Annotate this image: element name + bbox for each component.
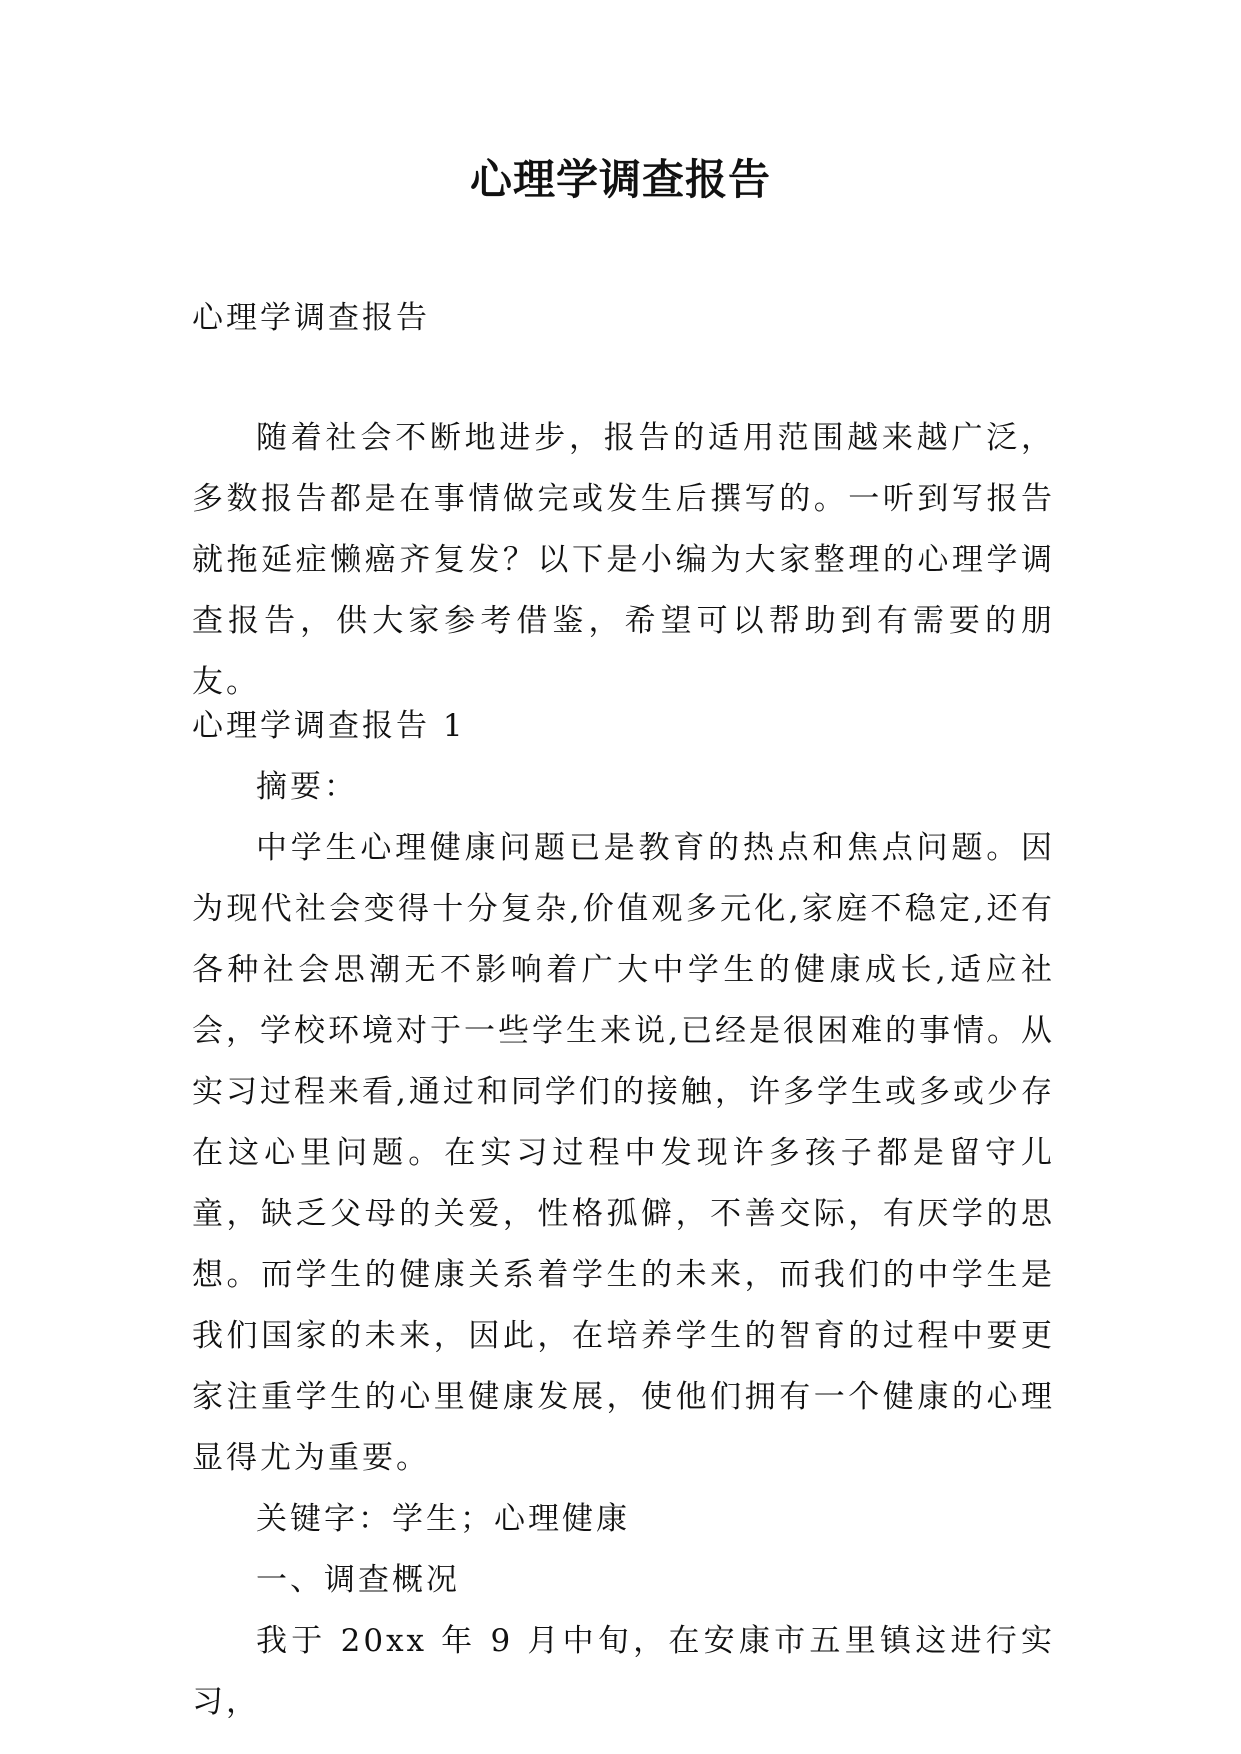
part-one-heading: 一、调查概况	[256, 1562, 460, 1598]
abstract-paragraph: 中学生心理健康问题已是教育的热点和焦点问题。因为现代社会变得十分复杂,价值观多元化,家庭不稳定,还有各种社会思潮无不影响着广大中学生的健康成长,适应社会，学校环境对于一些学生来说,已经是很困难的事情。从实习过程来看,通过和同学们的接触，许多学生或多或少存在这心里问题。在实习过程中发现许多孩子都是留守儿童，缺乏父母的关爱，性格孤僻，不善交际，有厌学的思想。而学生的健康关系着学生的未来，而我们的中学生是我们国家的未来，因此，在培养学生的智育的过程中要更家注重学生的心里健康发展，使他们拥有一个健康的心理显得尤为重要。	[192, 830, 1055, 1476]
abstract-label: 摘要：	[256, 769, 358, 805]
document-title: 心理学调查报告	[469, 155, 771, 204]
part-one-paragraph: 我于 20xx 年 9 月中旬，在安康市五里镇这进行实习，	[192, 1623, 1055, 1720]
keywords-line: 关键字：学生；心理健康	[256, 1501, 630, 1537]
report-section-1	[192, 696, 1055, 1733]
intro-section	[192, 408, 1055, 713]
subtitle-text: 心理学调查报告	[192, 300, 430, 336]
intro-paragraph: 随着社会不断地进步，报告的适用范围越来越广泛，多数报告都是在事情做完或发生后撰写的。一听到写报告就拖延症懒癌齐复发？以下是小编为大家整理的心理学调查报告，供大家参考借鉴，希望可以帮助到有需要的朋友。	[192, 420, 1055, 700]
document-subtitle	[192, 288, 1055, 349]
section-heading: 心理学调查报告 1	[192, 708, 466, 744]
